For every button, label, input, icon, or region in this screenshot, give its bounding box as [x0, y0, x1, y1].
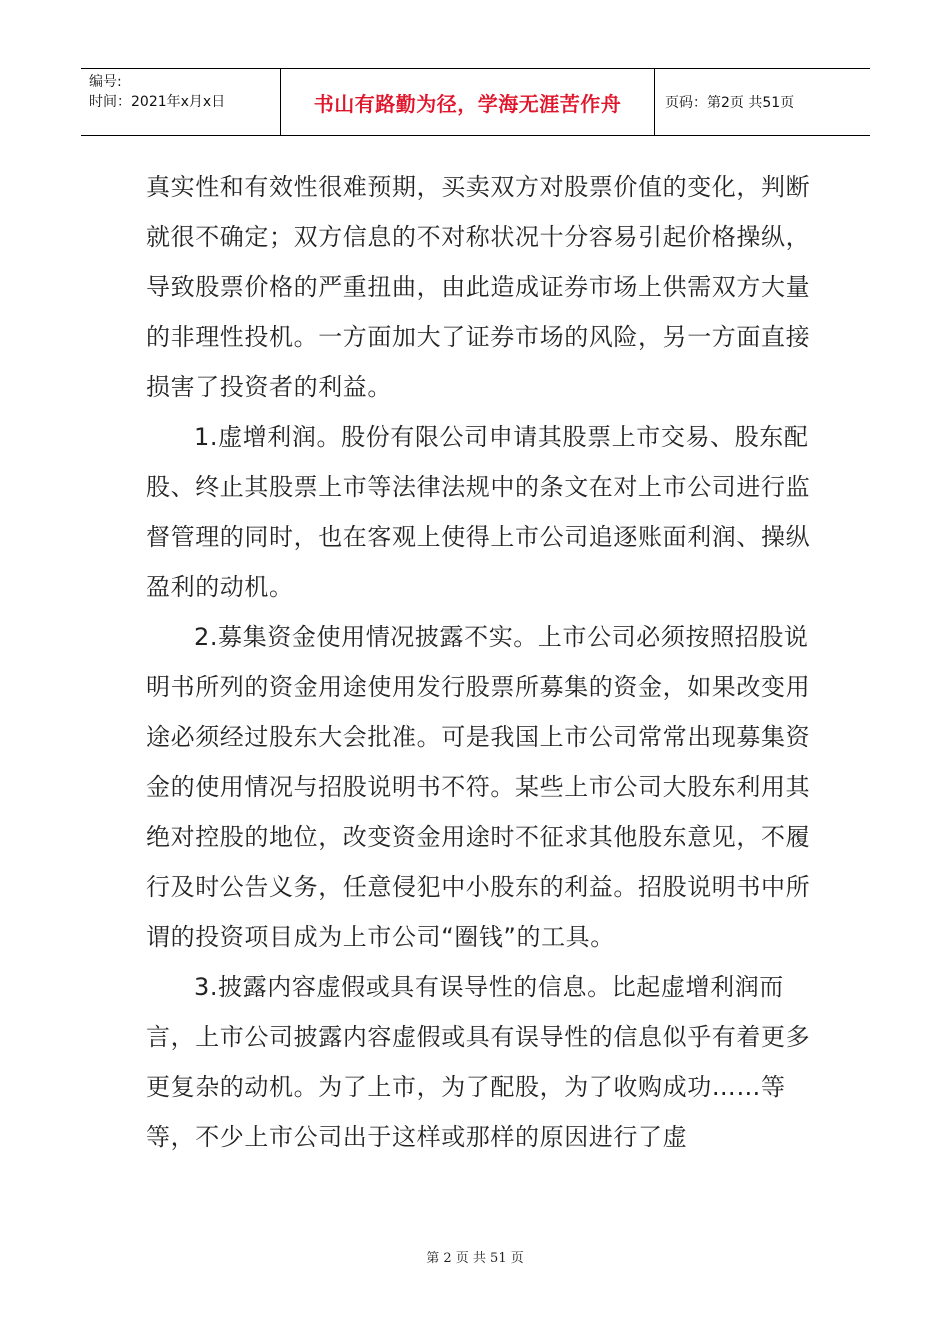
header-motto: 书山有路勤为径，学海无涯苦作舟 — [281, 69, 655, 135]
paragraph-false-disclosure: 3.披露内容虚假或具有误导性的信息。比起虚增利润而言，上市公司披露内容虚假或具有误导性的信息似乎有着更多更复杂的动机。为了上市，为了配股，为了收购成功……等等，不少上市公司出于这样或那样的原因进行了虚 — [146, 973, 811, 1151]
paragraph-inflated-profits: 1.虚增利润。股份有限公司申请其股票上市交易、股东配股、终止其股票上市等法律法规中的条文在对上市公司进行监督管理的同时，也在客观上使得上市公司追逐账面利润、操纵盈利的动机。 — [146, 423, 811, 601]
page-footer: 第 2 页 共 51 页 — [426, 1251, 524, 1266]
page-header — [81, 68, 870, 136]
document-number-label: 编号: — [89, 74, 122, 90]
document-body — [146, 162, 816, 1162]
header-page-info: 页码：第2页 共51页 — [665, 95, 795, 111]
header-meta — [81, 69, 281, 135]
paragraph-continuation: 真实性和有效性很难预期，买卖双方对股票价值的变化，判断就很不确定；双方信息的不对称状况十分容易引起价格操纵，导致股票价格的严重扭曲，由此造成证券市场上供需双方大量的非理性投机。一方面加大了证券市场的风险，另一方面直接损害了投资者的利益。 — [146, 173, 811, 401]
paragraph-fund-usage: 2.募集资金使用情况披露不实。上市公司必须按照招股说明书所列的资金用途使用发行股票所募集的资金，如果改变用途必须经过股东大会批准。可是我国上市公司常常出现募集资金的使用情况与招股说明书不符。某些上市公司大股东利用其绝对控股的地位，改变资金用途时不征求其他股东意见，不履行及时公告义务，任意侵犯中小股东的利益。招股说明书中所谓的投资项目成为上市公司“圈钱”的工具。 — [146, 623, 811, 951]
document-time-label: 时间：2021年x月x日 — [89, 94, 226, 110]
